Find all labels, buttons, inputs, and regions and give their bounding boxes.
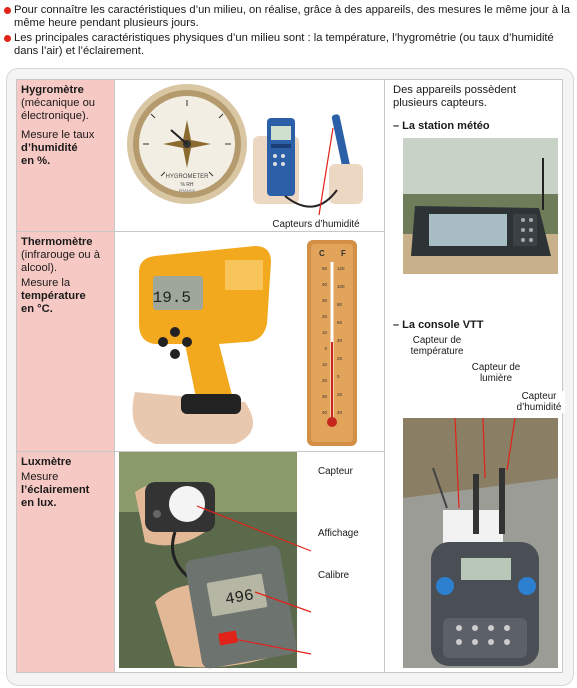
dial-label: HYGROMETER	[165, 174, 209, 180]
celsius-tick: 40	[321, 410, 327, 415]
celsius-label: C	[319, 249, 325, 258]
celsius-tick: 30	[321, 394, 327, 399]
callout-lux-range: Calibre	[318, 570, 368, 581]
callout-humidity-sensor: Capteur d’humidité	[513, 391, 565, 413]
dial-unit: % RH	[180, 182, 194, 188]
celsius-tick: 30	[321, 298, 327, 303]
ir-display-value: 19.5	[152, 289, 191, 307]
weather-station-title: – La station météo	[393, 120, 490, 132]
luxmeter-description: Mesure l’éclairement en lux.	[21, 471, 90, 509]
intro-text	[4, 4, 574, 59]
thermometer-subtitle: (infrarouge ou à alcool).	[21, 249, 100, 274]
hygrometer-title: Hygromètre	[21, 84, 84, 96]
fahrenheit-tick: 100	[337, 284, 345, 289]
celsius-tick: 20	[321, 378, 327, 383]
weather-station-photo	[403, 138, 558, 274]
fahrenheit-tick: 120	[337, 266, 345, 271]
luxmeter-illustration	[115, 452, 385, 672]
callout-lux-sensor: Capteur	[318, 466, 368, 477]
hygrometer-images	[115, 80, 385, 232]
fahrenheit-tick: 80	[337, 302, 343, 307]
callout-lux-display: Affichage	[318, 528, 368, 539]
luxmeter-title: Luxmètre	[21, 456, 72, 468]
multi-sensor-intro: Des appareils possèdent plusieurs capteurs.	[393, 84, 517, 109]
fahrenheit-tick: 40	[337, 338, 343, 343]
fahrenheit-tick: 0	[337, 374, 340, 379]
thermometer-title: Thermomètre	[21, 236, 93, 248]
callout-temperature-sensor: Capteur de température	[399, 335, 475, 357]
bike-console-title: – La console VTT	[393, 319, 484, 331]
fahrenheit-tick: 60	[337, 320, 343, 325]
hygrometer-illustration	[115, 80, 385, 231]
hygrometer-description: Mesure le taux d’humidité en %.	[21, 129, 95, 167]
hygrometer-label-cell	[17, 80, 115, 232]
thermometer-description: Mesure la température en °C.	[21, 277, 86, 315]
thermometer-illustration	[115, 232, 385, 451]
celsius-tick: 10	[321, 330, 327, 335]
thermometer-label-cell	[17, 232, 115, 452]
callout-light-sensor: Capteur de lumière	[465, 362, 527, 384]
red-bullet-icon	[4, 35, 11, 42]
celsius-tick: 40	[321, 282, 327, 287]
celsius-tick: 20	[321, 314, 327, 319]
luxmeter-images	[115, 452, 385, 672]
red-bullet-icon	[4, 7, 11, 14]
fahrenheit-tick: 20	[337, 356, 343, 361]
celsius-tick: 0	[324, 346, 327, 351]
multi-sensor-column	[385, 80, 562, 672]
callout-humidity-sensors: Capteurs d’humidité	[264, 219, 368, 230]
thermometer-images	[115, 232, 385, 452]
fahrenheit-label: F	[341, 249, 346, 258]
celsius-tick: 10	[321, 362, 327, 367]
dial-brand: FRANCE	[178, 188, 196, 193]
celsius-tick: 50	[321, 266, 327, 271]
hygrometer-subtitle: (mécanique ou électronique).	[21, 97, 96, 122]
instruments-table	[16, 79, 563, 673]
luxmeter-label-cell	[17, 452, 115, 672]
lux-display-value: 496	[223, 586, 256, 609]
fahrenheit-tick: 40	[337, 410, 343, 415]
fahrenheit-tick: 20	[337, 392, 343, 397]
intro-paragraph-2: Les principales caractéristiques physiques d’un milieu sont : la température, l’hygrométrie (ou taux d’humidité dans l’air) et l’éclairement.	[4, 32, 574, 59]
intro-paragraph-1: Pour connaître les caractéristiques d’un milieu, on réalise, grâce à des appareils, des mesures le même jour à la même heure pendant plusieurs jours.	[4, 4, 574, 31]
bike-console-photo	[403, 418, 558, 668]
